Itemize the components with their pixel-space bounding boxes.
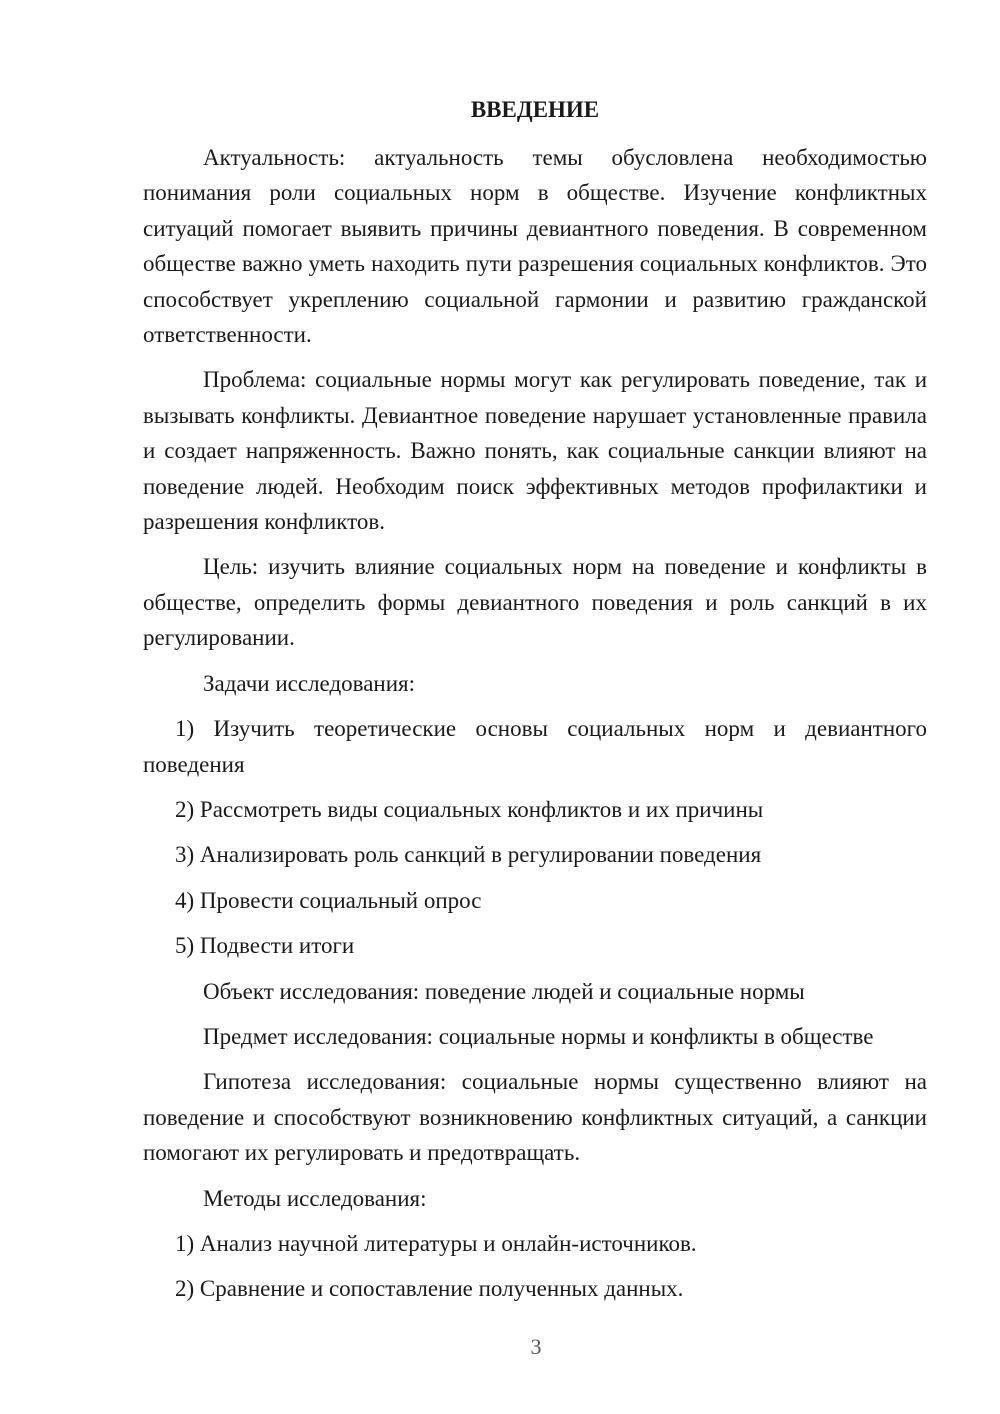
method-item: 1) Анализ научной литературы и онлайн-источников. (175, 1230, 697, 1256)
hypothesis-paragraph: Гипотеза исследования: социальные нормы существенно влияют на поведение и способствуют возникновению конфликтных ситуаций, а санкции помогают их регулировать и предотвращать. (143, 1069, 927, 1166)
task-item: 3) Анализировать роль санкций в регулировании поведения (175, 842, 762, 868)
methods-list (143, 1226, 927, 1307)
subject-paragraph: Предмет исследования: социальные нормы и конфликты в обществе (203, 1023, 874, 1049)
methods-label: Методы исследования: (203, 1185, 427, 1211)
task-item: 2) Рассмотреть виды социальных конфликтов и их причины (175, 796, 764, 822)
page-number: 3 (530, 1334, 542, 1359)
goal-paragraph: Цель: изучить влияние социальных норм на поведение и конфликты в обществе, определить формы девиантного поведения и роль санкций в их регулировании. (143, 554, 927, 651)
task-item: 5) Подвести итоги (175, 933, 355, 959)
problem-paragraph: Проблема: социальные нормы могут как регулировать поведение, так и вызывать конфликты. Девиантное поведение нарушает установленные правила и создает напряженность. Важно понять, как социальные санкции влияют на поведение людей. Необходим поиск эффективных методов профилактики и разрешения конфликтов. (143, 367, 927, 535)
tasks-label: Задачи исследования: (203, 670, 416, 696)
page-title: ВВЕДЕНИЕ (470, 97, 600, 122)
object-paragraph: Объект исследования: поведение людей и социальные нормы (203, 978, 805, 1004)
task-item: 1) Изучить теоретические основы социальных норм и девиантного поведения (143, 716, 927, 777)
method-item: 2) Сравнение и сопоставление полученных данных. (175, 1276, 684, 1302)
document-body (143, 95, 927, 1317)
relevance-paragraph: Актуальность: актуальность темы обусловлена необходимостью понимания роли социальных норм в обществе. Изучение конфликтных ситуаций помогает выявить причины девиантного поведения. В современном обществе важно уметь находить пути разрешения социальных конфликтов. Это способствует укреплению социальной гармонии и развитию гражданской ответственности. (143, 145, 927, 348)
tasks-list (143, 711, 927, 963)
task-item: 4) Провести социальный опрос (175, 887, 482, 913)
